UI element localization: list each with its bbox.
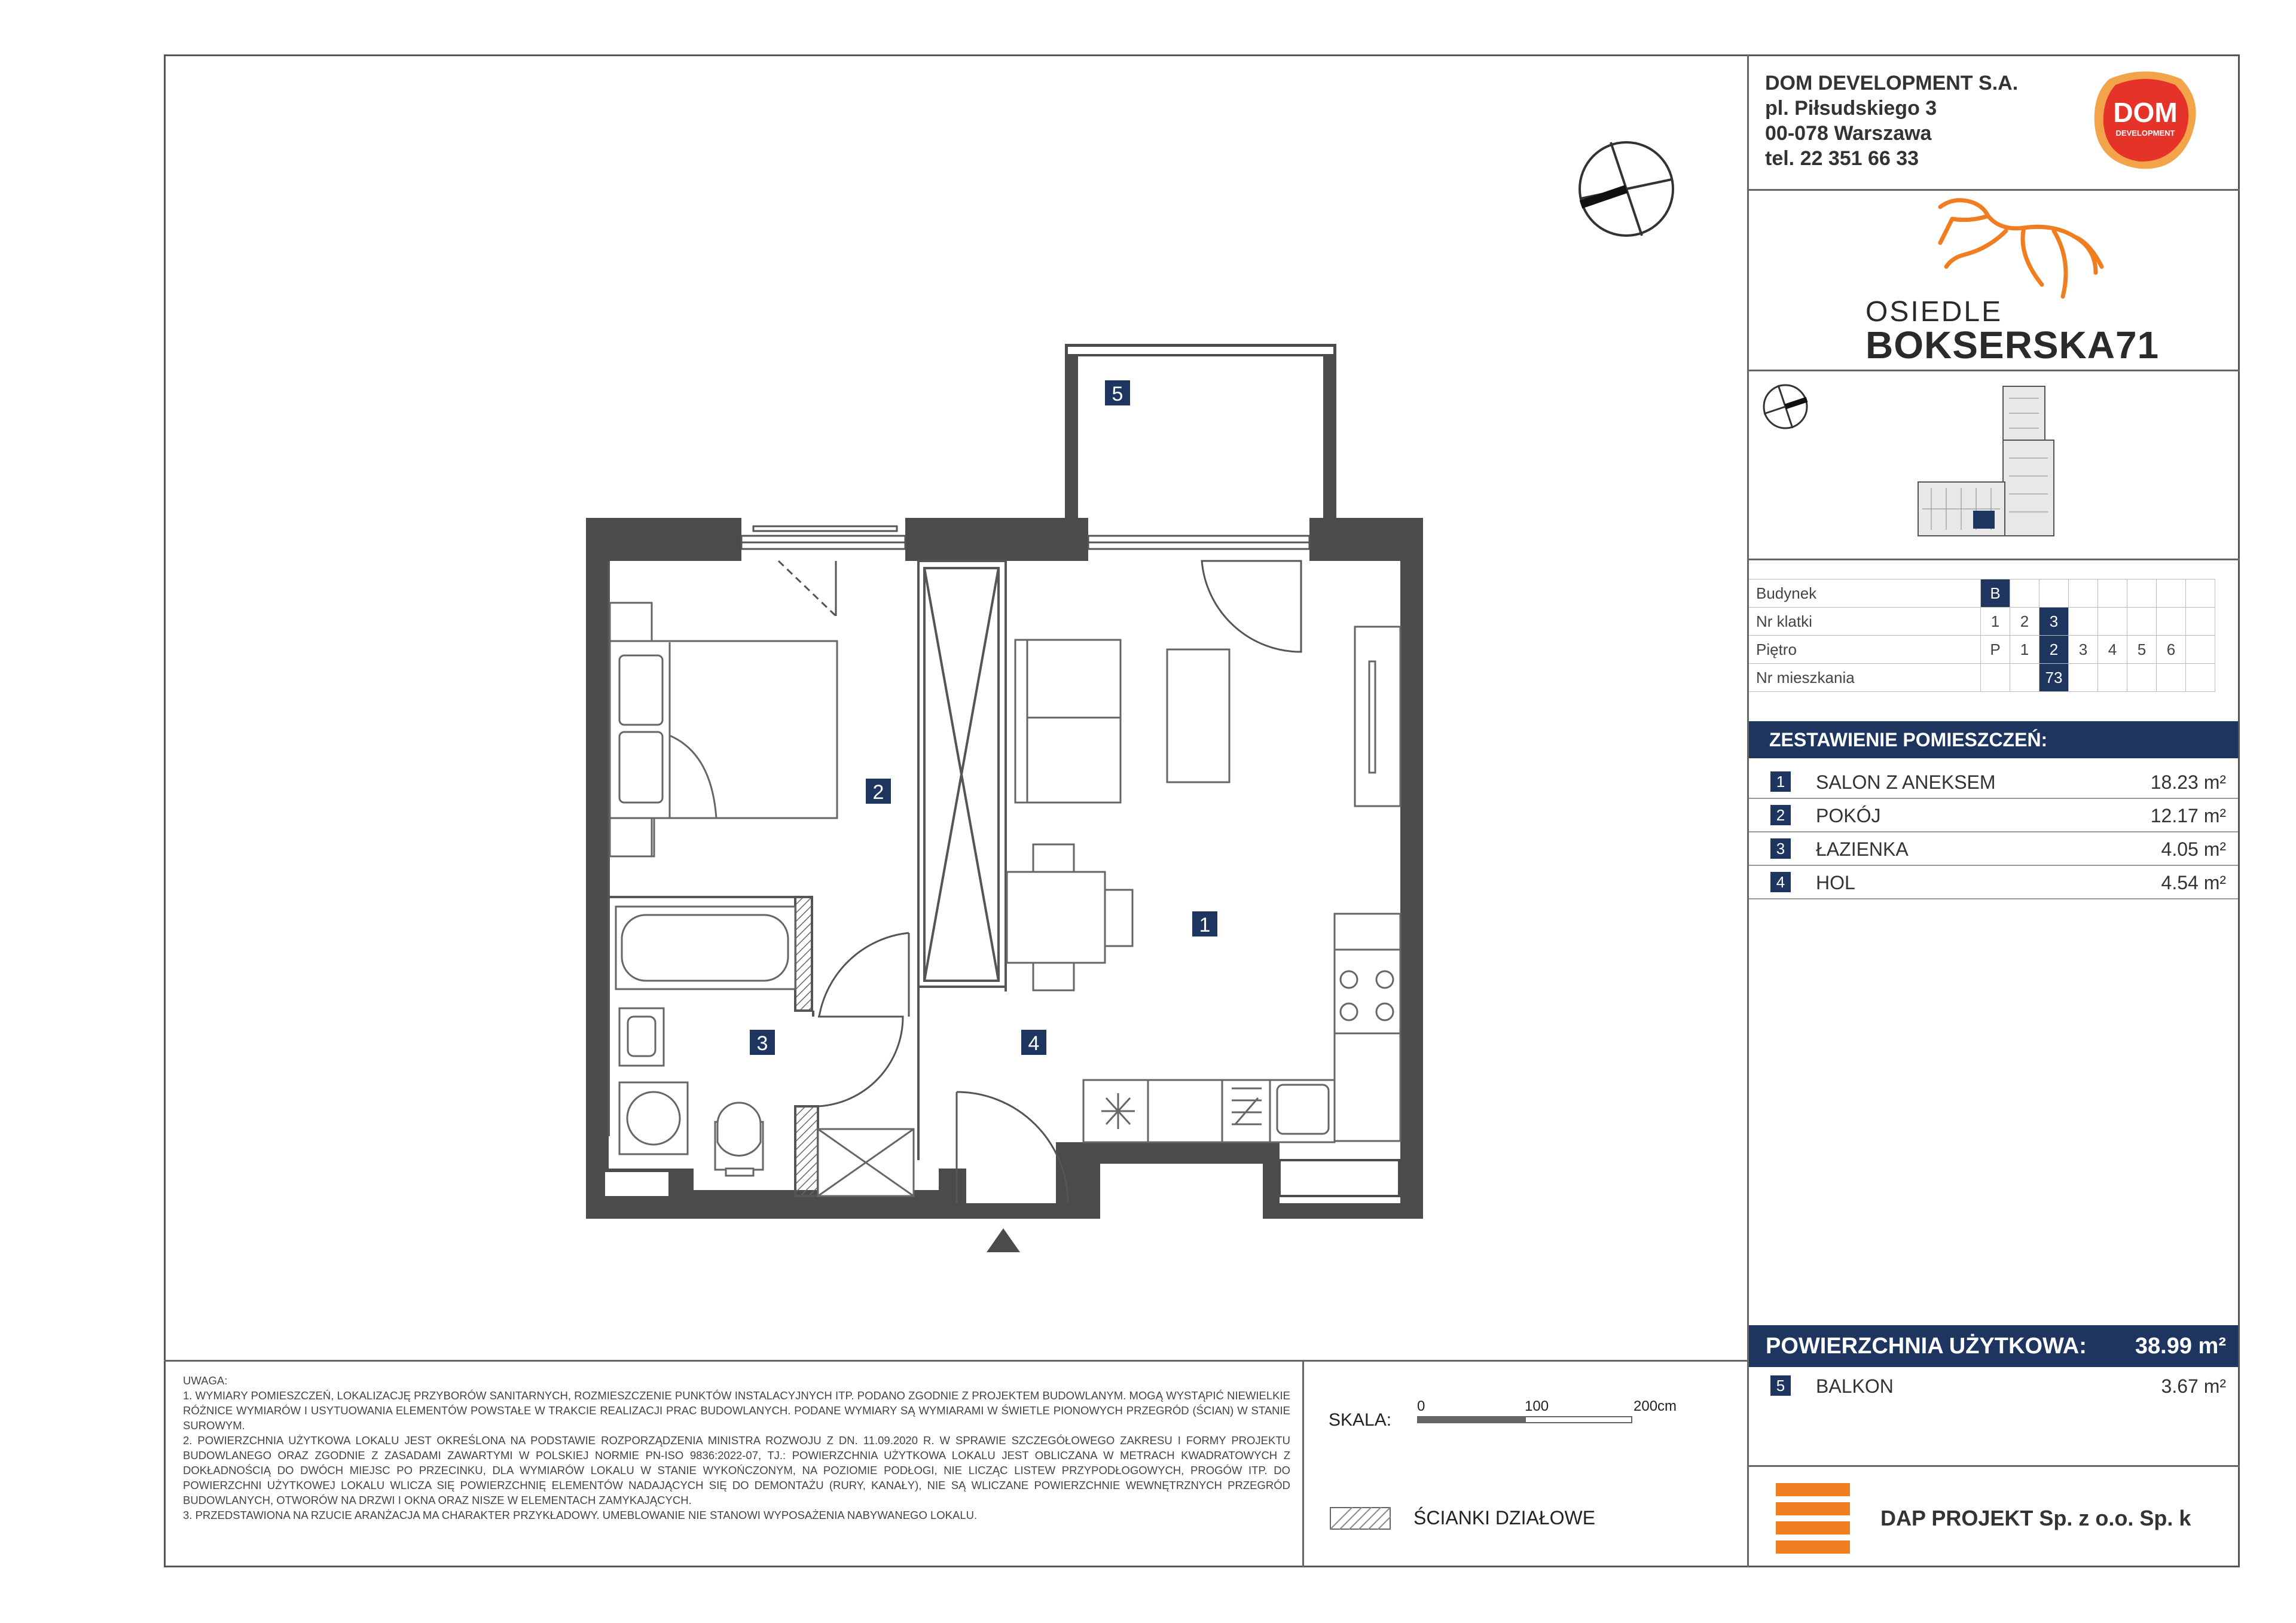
room-name: ŁAZIENKA [1816,838,1909,860]
company-phone: tel. 22 351 66 33 [1765,147,1919,170]
sidebar-row-line-3 [1747,559,2240,560]
notes-divider [164,1360,1748,1362]
balcony [1067,346,1335,518]
building-label: Budynek [1749,579,1981,608]
entrance-arrow-icon [987,1228,1020,1252]
apartment-row [1749,664,2215,692]
sidebar-row-line-2 [1747,370,2240,371]
bedroom-furniture [610,603,837,856]
floor-cell: 5 [2127,636,2157,664]
scale-label: SKALA: [1329,1410,1392,1430]
room-number-badge: 1 [1770,771,1791,792]
estate-name-line1: OSIEDLE [1866,296,2003,328]
room-name: SALON Z ANEKSEM [1816,771,1996,793]
staircase-cell-selected: 3 [2039,608,2069,636]
floor-cell-selected: 2 [2039,636,2069,664]
partition-legend-label: ŚCIANKI DZIAŁOWE [1413,1507,1596,1529]
room-area: 18.23 m² [2150,771,2226,793]
usable-area-value: 38.99 m² [2135,1334,2226,1359]
floor-cell: 4 [2098,636,2127,664]
scale-tick-0: 0 [1417,1398,1425,1414]
logo-text-dom: DOM [2113,97,2178,128]
usable-area-bar [1749,1325,2238,1367]
floor-cell: 3 [2069,636,2098,664]
room-name: BALKON [1816,1375,1894,1397]
sidebar-row-line-1 [1747,189,2240,191]
apartment-label: Nr mieszkania [1749,664,1981,692]
sidebar-compass-icon [1761,383,1809,431]
scale-segment-dark [1417,1416,1525,1423]
room-row [1749,831,2238,866]
staircase-label: Nr klatki [1749,608,1981,636]
company-name: DOM DEVELOPMENT S.A. [1765,72,2019,94]
room-area: 3.67 m² [2161,1375,2226,1397]
staircase-cell: 1 [1981,608,2010,636]
sidebar-row-line-4 [1747,1465,2240,1467]
estate-name-line2 [1866,323,2159,367]
scale-tick-200: 200cm [1634,1398,1677,1414]
floor-row [1749,636,2215,664]
room-row [1749,764,2238,799]
plan-label-3: 3 [756,1032,768,1055]
room-name: HOL [1816,872,1855,893]
room-number-badge: 3 [1770,838,1791,859]
apartment-number: 73 [2039,664,2069,692]
note-item: 1. WYMIARY POMIESZCZEŃ, LOKALIZACJĘ PRZYBORÓW SANITARNYCH, ROZMIESZCZENIE PUNKTÓW INSTALACYJNYCH ITP. PODANO ZGODNIE Z PROJEKTEM BUDOWLANYM. MOGĄ WYSTĄPIĆ NIEWIELKIE RÓŻNICE WYMIARÓW I USYTUOWANIA ELEMENTÓW POWSTAŁE W TRAKCIE REALIZACJI PRAC BUDOWLANYCH. PODANE WYMIARY SĄ WYMIARAMI W ŚWIETLE PIONOWYCH PRZEGRÓD (ŚCIAN) W STANIE SUROWYM. [183,1389,1290,1432]
plan-label-1: 1 [1199,914,1211,936]
room-row [1749,798,2238,832]
room-area: 4.54 m² [2161,872,2226,893]
staircase-cell: 2 [2010,608,2039,636]
room-number-badge: 2 [1770,805,1791,825]
company-address-1: pl. Piłsudskiego 3 [1765,97,1937,120]
plan-label-4: 4 [1028,1032,1040,1055]
room-area: 12.17 m² [2150,805,2226,826]
building-value: B [1981,579,2010,608]
estate-street: BOKSERSKA [1866,324,2115,367]
scale-divider [1302,1360,1304,1567]
floor-cell: 6 [2157,636,2186,664]
note-item: 3. PRZEDSTAWIONA NA RZUCIE ARANŻACJA MA CHARAKTER PRZYKŁADOWY. UMEBLOWANIE NIE STANOWI WYPOSAŻENIA NABYWANEGO LOKALU. [183,1509,978,1521]
kitchen [1083,914,1400,1142]
selected-apartment-marker [1973,511,1995,529]
room-number-badge: 4 [1770,872,1791,892]
rooms-title: ZESTAWIENIE POMIESZCZEŃ: [1749,721,2238,758]
designer-name: DAP PROJEKT Sp. z o.o. Sp. k [1880,1506,2191,1530]
building-row [1749,579,2215,608]
balcony-row [1749,1368,2238,1402]
floor-cell: P [1981,636,2010,664]
compass-icon [1580,142,1673,236]
partition-hatch-icon [1330,1507,1391,1530]
company-info [1765,71,2018,171]
floor-cell: 1 [2010,636,2039,664]
dom-development-logo [2086,67,2205,175]
room-number-badge: 5 [1770,1375,1791,1396]
estate-number: 71 [2115,324,2160,367]
room-row [1749,865,2238,899]
plan-label-2: 2 [872,781,884,804]
logo-text-development: DEVELOPMENT [2115,129,2175,138]
room-area: 4.05 m² [2161,838,2226,860]
building-key-plan [1913,380,2069,548]
staircase-row [1749,608,2215,636]
usable-area-label: POWIERZCHNIA UŻYTKOWA: [1766,1334,2087,1359]
notes-title: UWAGA: [183,1374,228,1387]
notes-block [183,1373,1290,1523]
scale-segment-light [1525,1416,1632,1423]
note-item: 2. POWIERZCHNIA UŻYTKOWA LOKALU JEST OKREŚLONA NA PODSTAWIE ROZPORZĄDZENIA MINISTRA ROZWOJU Z DN. 11.09.2020 R. W SPRAWIE SZCZEGÓŁOWEGO ZAKRESU I FORMY PROJEKTU BUDOWLANEGO ORAZ ZGODNIE Z ZASADAMI ZAWARTYMI W POLSKIEJ NORMIE PN-ISO 9836:2022-07, TJ.: POWIERZCHNIA UŻYTKOWA LOKALU JEST OBLICZANA W METRACH KWADRATOWYCH Z DOKŁADNOŚCIĄ DO DWÓCH MIEJSC PO PRZECINKU, DLA WYMIARÓW LOKALU W STANIE WYKOŃCZONYM, NA POZIOMIE PODŁOGI, NIE LICZĄC LISTEW PRZYPODŁOGOWYCH, PROGÓW ITP. DO POWIERZCHNI UŻYTKOWEJ LOKALU WLICZA SIĘ POWIERZCHNIĘ ELEMENTÓW NADAJĄCYCH SIĘ DO DEMONTAŻU (RURY, KANAŁY), NIE SĄ WLICZANE POWIERZCHNIE WEWNĘTRZNYCH PRZEGRÓD BUDOWLANYCH, OTWORÓW NA DRZWI I OKNA ORAZ NISZE W ELEMENTACH ZAMYKAJĄCYCH. [183,1434,1290,1506]
company-address-2: 00-078 Warszawa [1765,122,1932,145]
estate-logo [1824,195,2160,368]
room-name: POKÓJ [1816,805,1881,826]
floor-label: Piętro [1749,636,1981,664]
scale-tick-100: 100 [1525,1398,1549,1414]
dap-projekt-logo [1776,1483,1854,1554]
apartment-info-table [1749,579,2215,692]
plan-label-5: 5 [1112,383,1123,405]
